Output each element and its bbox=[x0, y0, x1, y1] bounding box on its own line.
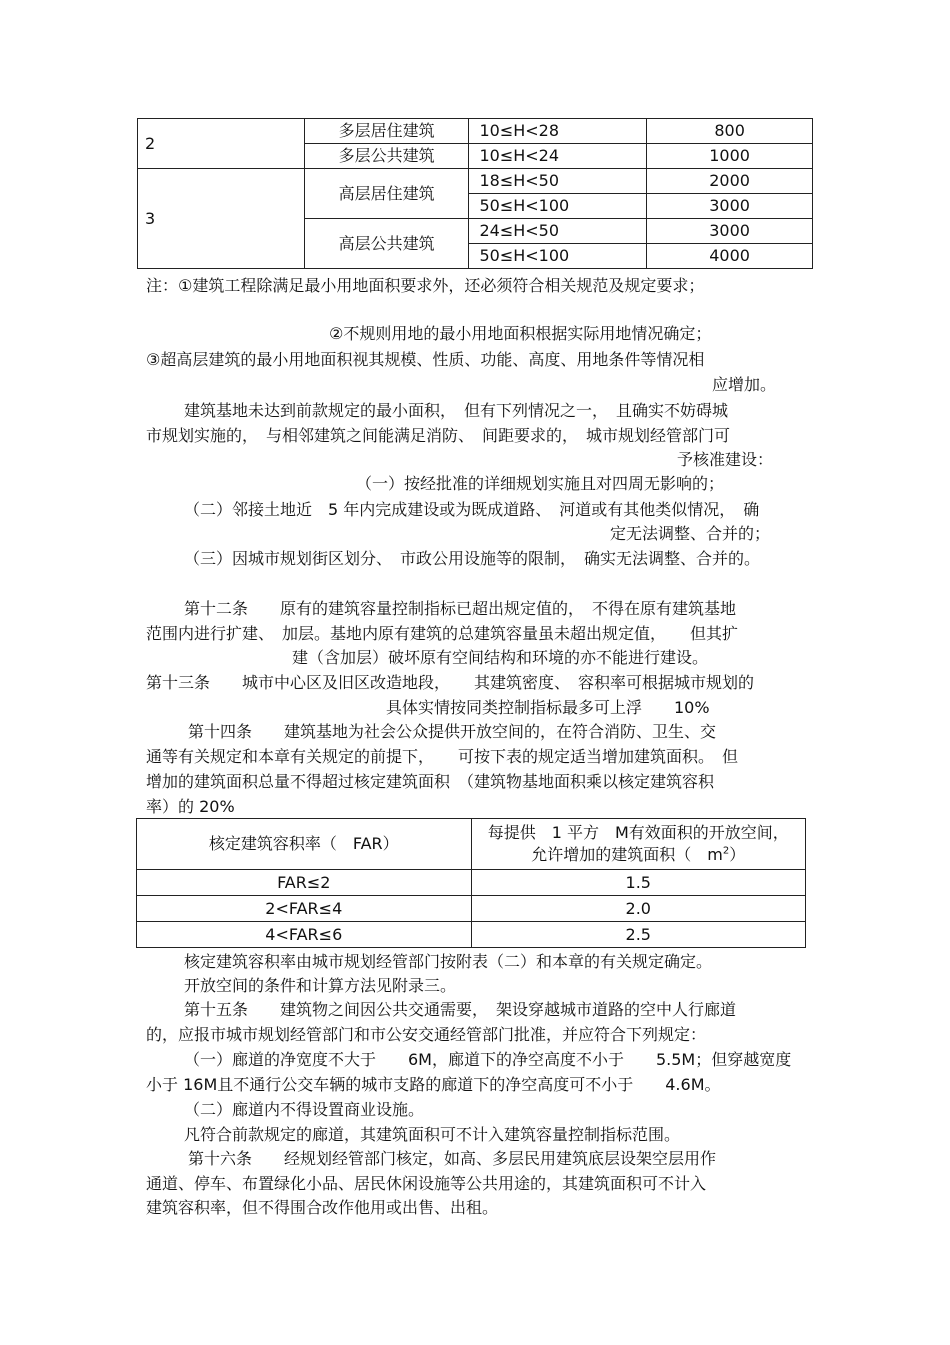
note-3: ③超高层建筑的最小用地面积视其规模、性质、功能、高度、用地条件等情况相 bbox=[146, 350, 705, 369]
table-cell: 50≤H<100 bbox=[469, 244, 647, 269]
note-3-cont: 应增加。 bbox=[712, 375, 777, 394]
table-cell: FAR≤2 bbox=[137, 870, 472, 896]
article-15: （二）廊道内不得设置商业设施。 bbox=[184, 1100, 425, 1119]
paragraph-line: 核定建筑容积率由城市规划经管部门按附表（二）和本章的有关规定确定。 bbox=[184, 952, 713, 971]
table-cell: 1000 bbox=[647, 144, 813, 169]
table-cell: 50≤H<100 bbox=[469, 194, 647, 219]
article-15: 凡符合前款规定的廊道，其建筑面积可不计入建筑容量控制指标范围。 bbox=[184, 1125, 681, 1144]
article-14: 第十四条 建筑基地为社会公众提供开放空间的，在符合消防、卫生、交 bbox=[188, 722, 717, 741]
table-cell: 24≤H<50 bbox=[469, 219, 647, 244]
table-cell: 3 bbox=[138, 169, 305, 269]
table-cell: 高层居住建筑 bbox=[304, 169, 469, 219]
article-16: 第十六条 经规划经管部门核定，如高、多层民用建筑底层设架空层用作 bbox=[188, 1149, 717, 1168]
min-area-table bbox=[137, 118, 813, 269]
table-cell: 3000 bbox=[647, 194, 813, 219]
header-text: ） bbox=[729, 845, 746, 864]
table-cell: 10≤H<24 bbox=[469, 144, 647, 169]
table-header bbox=[471, 819, 805, 870]
table-cell: 4<FAR≤6 bbox=[137, 922, 472, 948]
article-14: 增加的建筑面积总量不得超过核定建筑面积 （建筑物基地面积乘以核定建筑容积 bbox=[146, 772, 715, 791]
list-item-cont: 定无法调整、合并的； bbox=[610, 524, 771, 543]
list-item: （二）邻接土地近 5 年内完成建设或为既成道路、 河道或有其他类似情况， 确 bbox=[184, 500, 760, 519]
article-15: 第十五条 建筑物之间因公共交通需要， 架设穿越城市道路的空中人行廊道 bbox=[184, 1000, 737, 1019]
list-item: （三）因城市规划街区划分、 市政公用设施等的限制， 确实无法调整、合并的。 bbox=[184, 549, 761, 568]
article-13: 具体实情按同类控制指标最多可上浮 10% bbox=[386, 698, 710, 717]
table-cell: 4000 bbox=[647, 244, 813, 269]
article-16: 建筑容积率，但不得围合改作他用或出售、出租。 bbox=[146, 1198, 499, 1217]
article-13: 第十三条 城市中心区及旧区改造地段， 其建筑密度、 容积率可根据城市规划的 bbox=[146, 673, 755, 692]
table-cell: 2.5 bbox=[471, 922, 805, 948]
article-16: 通道、停车、布置绿化小品、居民休闲设施等公共用途的，其建筑面积可不计入 bbox=[146, 1174, 707, 1193]
header-line bbox=[472, 844, 805, 866]
paragraph-line: 建筑基地未达到前款规定的最小面积， 但有下列情况之一， 且确实不妨碍城 bbox=[184, 401, 729, 420]
table-cell: 2000 bbox=[647, 169, 813, 194]
article-12: 第十二条 原有的建筑容量控制指标已超出规定值的， 不得在原有建筑基地 bbox=[184, 599, 737, 618]
paragraph-line: 市规划实施的， 与相邻建筑之间能满足消防、 间距要求的， 城市规划经管部门可 bbox=[146, 426, 731, 445]
superscript: 2 bbox=[722, 845, 730, 857]
article-15: （一）廊道的净宽度不大于 6M，廊道下的净空高度不小于 5.5M；但穿越宽度 bbox=[184, 1050, 792, 1069]
table-cell: 18≤H<50 bbox=[469, 169, 647, 194]
note-2: ②不规则用地的最小用地面积根据实际用地情况确定； bbox=[329, 324, 712, 343]
article-14: 率）的 20% bbox=[146, 797, 235, 816]
table-cell: 2 bbox=[138, 119, 305, 169]
table-cell: 多层公共建筑 bbox=[304, 144, 469, 169]
header-line: 每提供 1 平方 M有效面积的开放空间， bbox=[487, 823, 789, 842]
paragraph-line: 予核准建设： bbox=[677, 450, 774, 469]
article-12: 建（含加层）破坏原有空间结构和环境的亦不能进行建设。 bbox=[292, 648, 709, 667]
article-15: 的，应报市城市规划经管部门和市公安交通经管部门批准，并应符合下列规定： bbox=[146, 1025, 707, 1044]
table-cell: 2.0 bbox=[471, 896, 805, 922]
article-12: 范围内进行扩建、 加层。基地内原有建筑的总建筑容量虽未超出规定值， 但其扩 bbox=[146, 624, 739, 643]
table-cell: 800 bbox=[647, 119, 813, 144]
list-item: （一）按经批准的详细规划实施且对四周无影响的； bbox=[356, 474, 725, 493]
table-cell: 3000 bbox=[647, 219, 813, 244]
far-bonus-table bbox=[136, 818, 806, 948]
table-cell: 1.5 bbox=[471, 870, 805, 896]
table-cell: 高层公共建筑 bbox=[304, 219, 469, 269]
article-15: 小于 16M且不通行公交车辆的城市支路的廊道下的净空高度可不小于 4.6M。 bbox=[146, 1075, 721, 1094]
table-cell: 多层居住建筑 bbox=[304, 119, 469, 144]
table-cell: 2<FAR≤4 bbox=[137, 896, 472, 922]
table-cell: 10≤H<28 bbox=[469, 119, 647, 144]
header-text: 允许增加的建筑面积（ m bbox=[531, 845, 723, 864]
table-header: 核定建筑容积率（ FAR） bbox=[137, 819, 472, 870]
article-14: 通等有关规定和本章有关规定的前提下， 可按下表的规定适当增加建筑面积。 但 bbox=[146, 747, 739, 766]
note-1: 注：①建筑工程除满足最小用地面积要求外，还必须符合相关规范及规定要求； bbox=[146, 276, 705, 295]
paragraph-line: 开放空间的条件和计算方法见附录三。 bbox=[184, 976, 457, 995]
